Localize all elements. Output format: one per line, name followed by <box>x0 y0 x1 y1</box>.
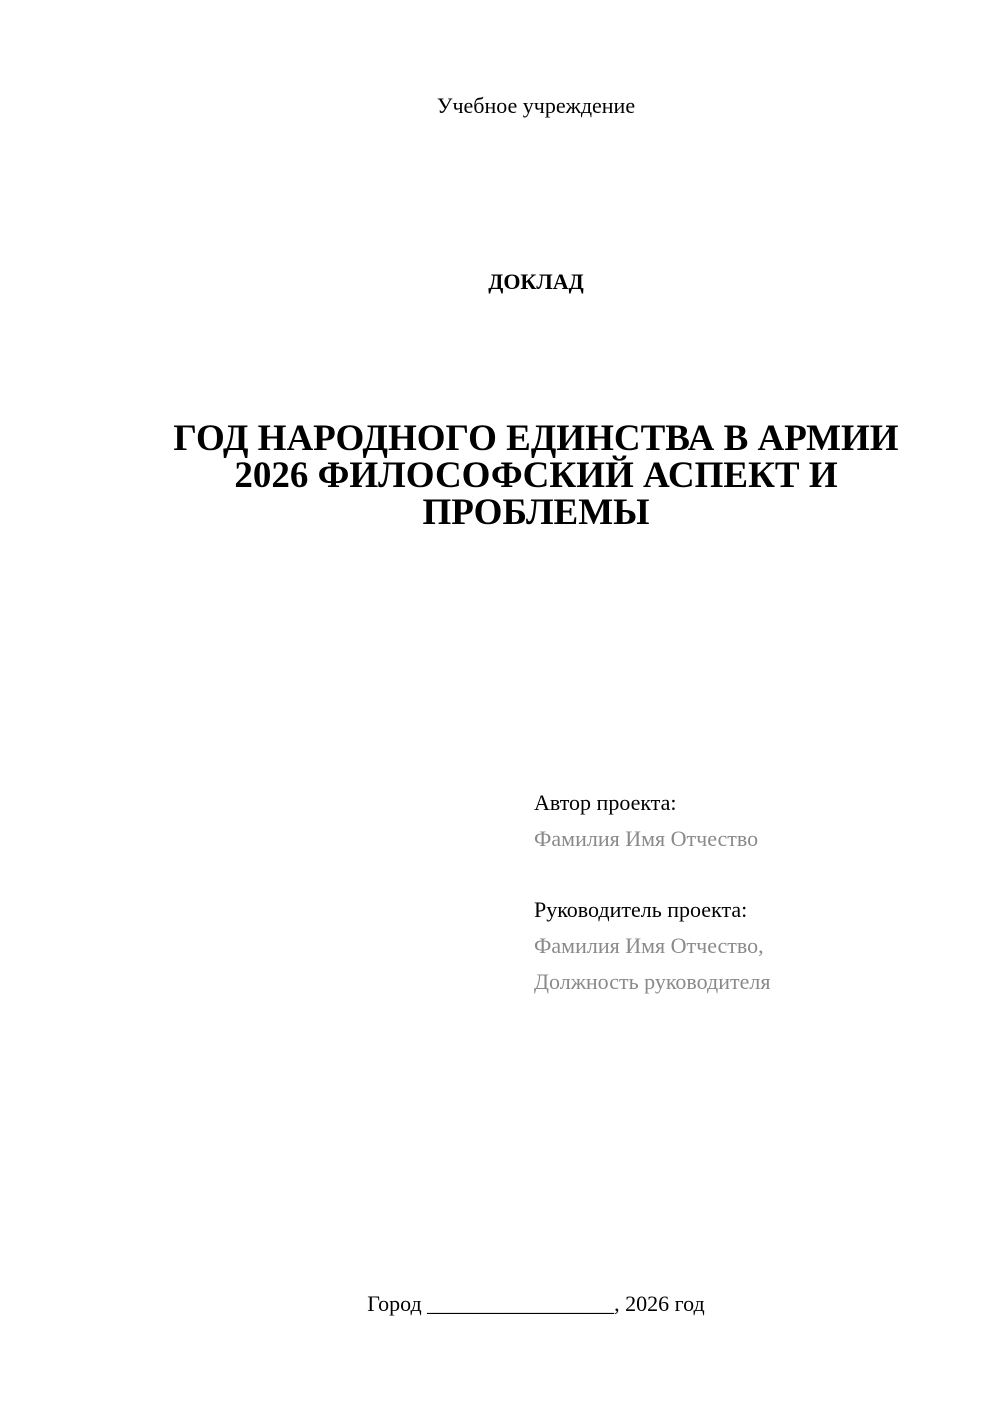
title-line: 2026 ФИЛОСОФСКИЙ АСПЕКТ И <box>234 455 838 496</box>
document-title <box>120 420 952 531</box>
city-blank: _________________ <box>427 1291 615 1316</box>
supervisor-name-placeholder: Фамилия Имя Отчество, <box>534 933 764 958</box>
institution-name: Учебное учреждение <box>436 93 636 118</box>
supervisor-block <box>534 892 974 1000</box>
city-label: Город <box>367 1291 422 1316</box>
author-label: Автор проекта: <box>534 790 677 815</box>
city-year-line <box>0 1290 1000 1318</box>
author-block <box>534 785 974 857</box>
author-name-placeholder: Фамилия Имя Отчество <box>534 826 759 851</box>
supervisor-position-placeholder: Должность руководителя <box>534 969 771 994</box>
title-line: ПРОБЛЕМЫ <box>422 492 650 533</box>
document-type: ДОКЛАД <box>488 269 584 294</box>
year-suffix: , 2026 год <box>614 1291 705 1316</box>
title-line: ГОД НАРОДНОГО ЕДИНСТВА В АРМИИ <box>173 418 899 459</box>
supervisor-label: Руководитель проекта: <box>534 897 748 922</box>
